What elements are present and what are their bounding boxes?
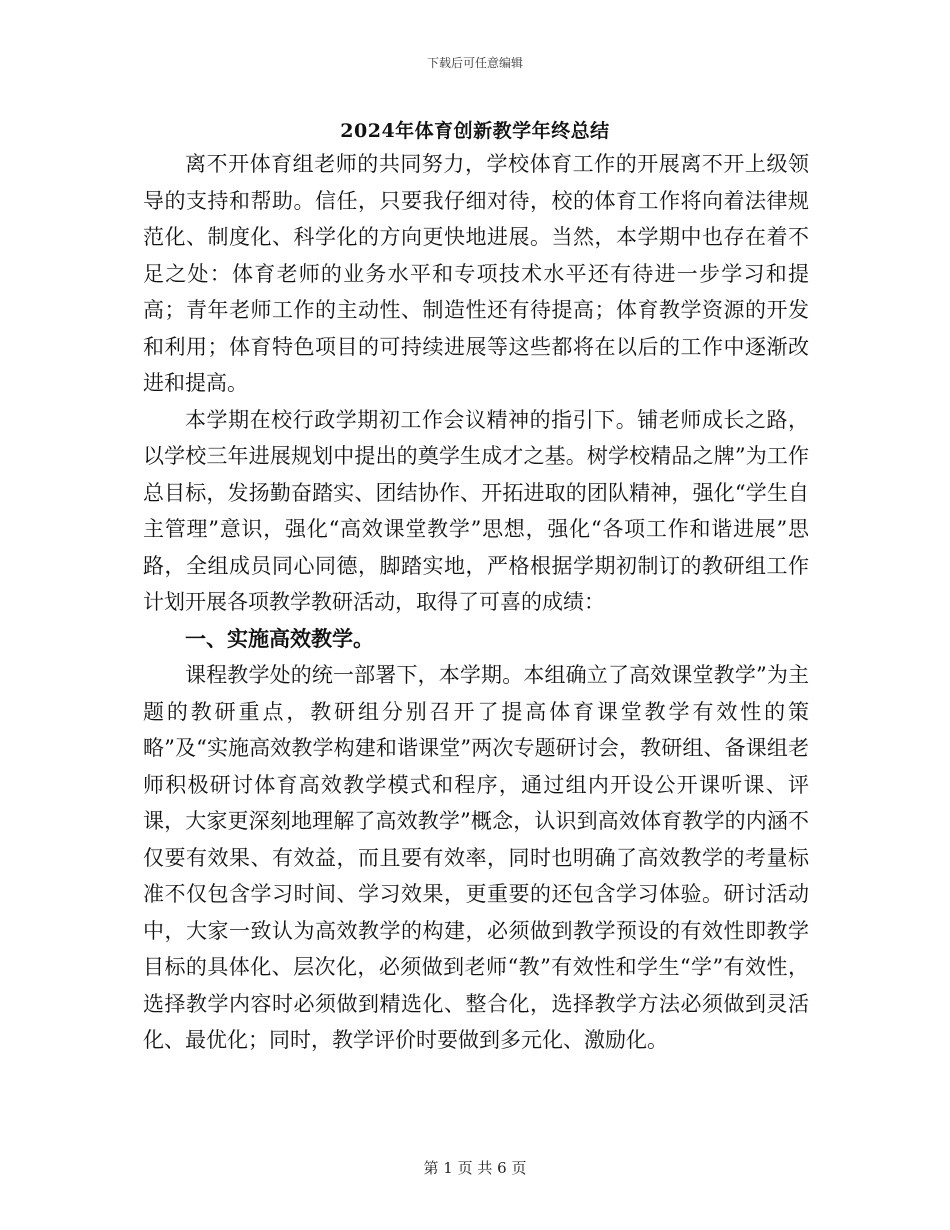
section-paragraph: 课程教学处的统一部署下，本学期。本组确立了高效课堂教学”为主题的教研重点，教研组分别召开了提高体育课堂教学有效性的策略”及“实施高效教学构建和谐课堂”两次专题研讨会，教研组、备课组老师积极研讨体育高效教学模式和程序，通过组内开设公开课听课、评课，大家更深刻地理解了高效教学”概念，认识到高效体育教学的内涵不仅要有效果、有效益，而且要有效率，同时也明确了高效教学的考量标准不仅包含学习时间、学习效果，更重要的还包含学习体验。研讨活动中，大家一致认为高效教学的构建，必须做到教学预设的有效性即教学目标的具体化、层次化，必须做到老师“教”有效性和学生“学”有效性，选择教学内容时必须做到精选化、整合化，选择教学方法必须做到灵活化、最优化；同时，教学评价时要做到多元化、激励化。 (143, 663, 809, 1052)
page-footer: 第 1 页 共 6 页 (423, 1159, 527, 1177)
document-title: 2024年体育创新教学年终总结 (340, 120, 610, 142)
section-heading: 一、实施高效教学。 (185, 625, 374, 651)
document-body (143, 146, 809, 1059)
page-header: 下载后可任意编辑 (426, 56, 523, 70)
paragraph-2: 本学期在校行政学期初工作会议精神的指引下。铺老师成长之路，以学校三年进展规划中提出的奠学生成才之基。树学校精品之牌”为工作总目标，发扬勤奋踏实、团结协作、开拓进取的团队精神，强化“学生自主管理”意识，强化“高效课堂教学”思想，强化“各项工作和谐进展”思路，全组成员同心同德，脚踏实地，严格根据学期初制订的教研组工作计划开展各项教学教研活动，取得了可喜的成绩： (143, 407, 809, 614)
paragraph-1: 离不开体育组老师的共同努力，学校体育工作的开展离不开上级领导的支持和帮助。信任，只要我仔细对待，校的体育工作将向着法律规范化、制度化、科学化的方向更快地进展。当然，本学期中也存在着不足之处：体育老师的业务水平和专项技术水平还有待进一步学习和提高；青年老师工作的主动性、制造性还有待提高；体育教学资源的开发和利用；体育特色项目的可持续进展等这些都将在以后的工作中逐渐改进和提高。 (143, 152, 809, 395)
